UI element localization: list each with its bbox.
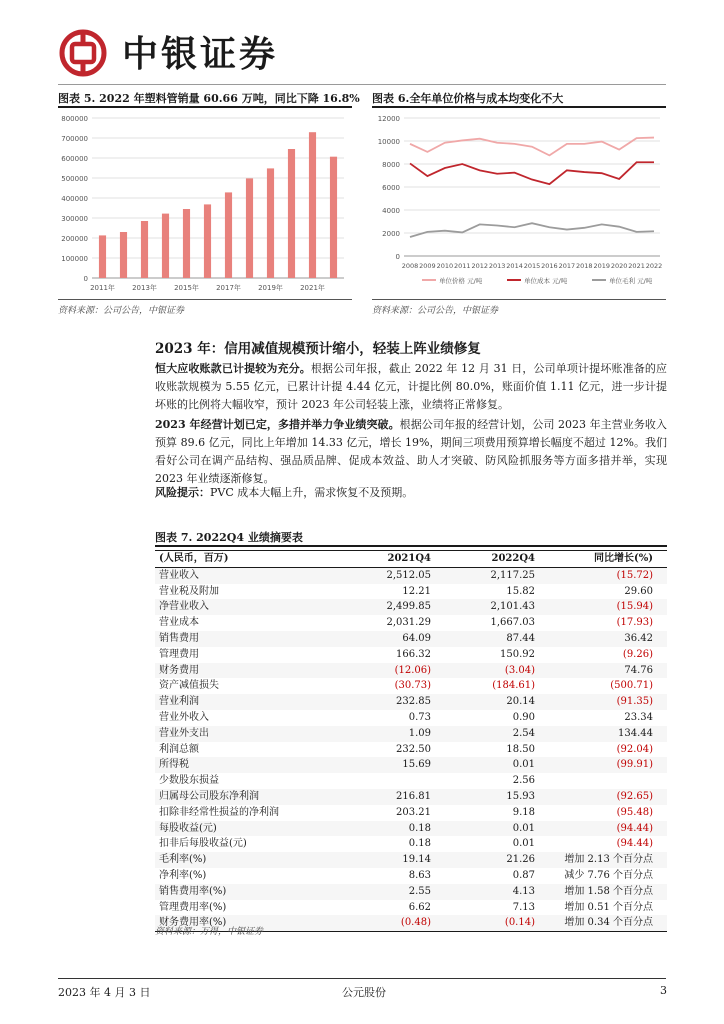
row-label: 扣非后每股收益(元) <box>159 838 247 850</box>
value-2022q4: 21.26 <box>435 852 539 868</box>
row-label: 所得税 <box>155 757 329 773</box>
x-tick-label: 2017年 <box>216 284 241 292</box>
value-2022q4: 18.50 <box>506 743 535 755</box>
value-2021q4: 0.18 <box>408 838 431 850</box>
footer-date: 2023 年 4 月 3 日 <box>58 986 151 999</box>
y-tick-label: 12000 <box>377 115 400 123</box>
table-row <box>155 678 667 694</box>
table-caption: 图表 7. 2022Q4 业绩摘要表 <box>155 531 303 544</box>
value-yoy: (15.94) <box>539 599 667 615</box>
value-yoy: (99.91) <box>539 757 667 773</box>
value-2022q4: 7.13 <box>512 901 535 913</box>
y-tick-label: 2000 <box>382 230 400 238</box>
x-tick-label: 2011年 <box>90 284 115 292</box>
paragraph-risk-body: PVC 成本大幅上升，需求恢复不及预期。 <box>210 486 414 499</box>
row-label: 少数股东损益 <box>159 775 219 787</box>
value-2022q4: (0.14) <box>435 915 539 931</box>
value-2022q4: 2,101.43 <box>435 599 539 615</box>
y-tick-label: 4000 <box>382 207 400 215</box>
value-yoy: 134.44 <box>539 726 667 742</box>
x-tick-label: 2019年 <box>258 284 283 292</box>
table-header-2021q4: 2021Q4 <box>329 551 435 568</box>
figure6-caption: 图表 6.全年单位价格与成本均变化不大 <box>372 92 564 105</box>
table-row <box>155 900 667 916</box>
y-tick-label: 0 <box>83 275 88 283</box>
value-2022q4: 0.90 <box>512 711 535 723</box>
value-2021q4: 166.32 <box>396 648 431 660</box>
bar-2020年 <box>288 149 295 278</box>
value-yoy <box>539 773 667 789</box>
row-label: 销售费用 <box>155 631 329 647</box>
row-label: 利润总额 <box>159 743 199 755</box>
table-row <box>155 742 667 758</box>
paragraph-bad-debt <box>155 360 667 414</box>
figure5-caption-rule <box>58 106 352 108</box>
table-row <box>155 805 667 821</box>
header-divider <box>58 84 666 85</box>
value-2022q4: 20.14 <box>435 694 539 710</box>
table-header-yoy: 同比增长(%) <box>539 551 667 568</box>
value-yoy: 74.76 <box>539 663 667 679</box>
value-yoy: 增加 0.34 个百分点 <box>539 915 667 931</box>
row-label: 归属母公司股东净利润 <box>155 789 329 805</box>
row-label: 销售费用率(%) <box>155 884 329 900</box>
value-2021q4: 15.69 <box>329 757 435 773</box>
row-label: 营业利润 <box>155 694 329 710</box>
value-2021q4: 2,512.05 <box>329 567 435 583</box>
paragraph-risk <box>155 484 667 502</box>
value-2021q4: 0.73 <box>408 711 431 723</box>
legend-label: 单位价格 元/吨 <box>439 277 483 285</box>
legend-label: 单位毛利 元/吨 <box>609 277 653 285</box>
brand-name: 中银证券 <box>122 34 279 75</box>
sales-volume-bar-chart <box>58 110 352 296</box>
paragraph-risk-lead: 风险提示： <box>155 486 210 499</box>
value-yoy: (94.44) <box>616 838 653 850</box>
bar-2013年 <box>141 221 148 278</box>
paragraph-bad-debt-body: 根据公司年报，截止 2022 年 12 月 31 日，公司单项计提坏账准备的应收账款规模为 5.55 亿元，已累计计提 4.44 亿元，计提比例 80.0%，账面价值 1.11 亿元，进一步计提坏账的比例将大幅收窄，预计 2023 年公司轻装上涨，业绩将正常修复。 <box>155 362 667 411</box>
x-tick-label: 2015年 <box>174 284 199 292</box>
table-row <box>155 868 667 884</box>
y-tick-label: 800000 <box>61 115 88 123</box>
value-2021q4: 6.62 <box>408 901 431 913</box>
x-tick-label: 2013年 <box>132 284 157 292</box>
value-yoy: (91.35) <box>539 694 667 710</box>
row-label: 每股收益(元) <box>155 821 329 837</box>
table-row <box>155 663 667 679</box>
value-yoy: (17.93) <box>616 617 653 629</box>
value-2022q4: 4.13 <box>435 884 539 900</box>
footer-page-number: 3 <box>660 984 667 997</box>
x-tick-label: 2019 <box>593 262 610 270</box>
x-tick-label: 2009 <box>419 262 436 270</box>
row-label: 管理费用 <box>159 648 199 660</box>
series-line-0 <box>410 138 654 156</box>
table-row <box>155 757 667 773</box>
value-yoy: 增加 2.13 个百分点 <box>539 852 667 868</box>
row-label: 财务费用 <box>155 663 329 679</box>
bar-2011年 <box>99 235 106 278</box>
value-2021q4: 12.21 <box>402 585 431 597</box>
figure5-caption: 图表 5. 2022 年塑料管销量 60.66 万吨，同比下降 16.8% <box>58 92 360 105</box>
y-tick-label: 300000 <box>61 215 88 223</box>
value-2021q4: (0.48) <box>329 915 435 931</box>
table-row <box>155 789 667 805</box>
figure5-bottom-rule <box>58 299 352 300</box>
value-2021q4 <box>329 773 435 789</box>
value-2022q4: 2.54 <box>435 726 539 742</box>
bar-2017年 <box>225 192 232 278</box>
legend-label: 单位成本 元/吨 <box>524 277 568 285</box>
table-source: 资料来源：万得，中银证券 <box>155 927 264 937</box>
figure6-source: 资料来源：公司公告，中银证券 <box>372 306 499 316</box>
row-label: 净营业收入 <box>155 599 329 615</box>
bar-2016年 <box>204 204 211 278</box>
y-tick-label: 8000 <box>382 161 400 169</box>
table-row <box>155 694 667 710</box>
row-label: 扣除非经常性损益的净利润 <box>159 806 279 818</box>
row-label: 管理费用率(%) <box>159 901 227 913</box>
bar-2014年 <box>162 214 169 278</box>
y-tick-label: 10000 <box>377 138 400 146</box>
x-tick-label: 2014 <box>506 262 523 270</box>
table-row <box>155 884 667 900</box>
y-tick-label: 700000 <box>61 135 88 143</box>
x-tick-label: 2017 <box>558 262 576 270</box>
value-yoy: 增加 1.58 个百分点 <box>539 884 667 900</box>
paragraph-plan-lead: 2023 年经营计划已定，多措并举力争业绩突破。 <box>155 418 400 431</box>
value-2022q4: 2,117.25 <box>435 567 539 583</box>
table-row <box>155 821 667 837</box>
value-2021q4: 232.50 <box>396 743 431 755</box>
bar-2022年 <box>330 157 337 278</box>
x-tick-label: 2020 <box>610 262 628 270</box>
value-2021q4: (12.06) <box>329 663 435 679</box>
row-label: 营业外支出 <box>155 726 329 742</box>
table-row <box>155 567 667 583</box>
y-tick-label: 100000 <box>61 255 88 263</box>
table-row <box>155 647 667 663</box>
row-label: 毛利率(%) <box>155 852 329 868</box>
value-2021q4: 2,031.29 <box>386 617 431 629</box>
table-row <box>155 836 667 852</box>
x-tick-label: 2022 <box>645 262 663 270</box>
table-row <box>155 773 667 789</box>
value-2022q4: 0.01 <box>435 757 539 773</box>
x-tick-label: 2021 <box>628 262 645 270</box>
value-2022q4: 15.93 <box>435 789 539 805</box>
x-tick-label: 2015 <box>523 262 541 270</box>
value-2021q4: (30.73) <box>394 680 431 692</box>
table-row <box>155 852 667 868</box>
row-label: 营业收入 <box>155 567 329 583</box>
paragraph-plan-body: 根据公司年报的经营计划，公司 2023 年主营业务收入预算 89.6 亿元，同比上年增加 14.33 亿元，增长 19%，期间三项费用预算增长幅度不超过 12%。我们看好公司在调产品结构、强品质品牌、促成本效益、助人才突破、防风险抓服务等方面多措并举，实现 2023 年业绩逐渐修复。 <box>155 418 667 485</box>
bar-2015年 <box>183 209 190 278</box>
bar-2018年 <box>246 178 253 278</box>
value-yoy: (15.72) <box>539 567 667 583</box>
table-row <box>155 631 667 647</box>
value-2021q4: 2,499.85 <box>329 599 435 615</box>
table-header-row <box>155 551 667 568</box>
x-tick-label: 2021年 <box>300 284 325 292</box>
x-tick-label: 2008 <box>401 262 419 270</box>
value-2022q4: 87.44 <box>435 631 539 647</box>
footer-company: 公元股份 <box>342 986 386 999</box>
row-label: 营业税及附加 <box>159 585 219 597</box>
x-tick-label: 2010 <box>436 262 454 270</box>
table-header-label: (人民币，百万) <box>155 551 329 568</box>
value-yoy: (94.44) <box>539 821 667 837</box>
value-yoy: (95.48) <box>616 806 653 818</box>
x-tick-label: 2018 <box>576 262 593 270</box>
value-yoy: 23.34 <box>624 711 653 723</box>
y-tick-label: 600000 <box>61 155 88 163</box>
value-2022q4: 0.87 <box>512 869 535 881</box>
value-2021q4: 203.21 <box>396 806 431 818</box>
x-tick-label: 2012 <box>471 262 488 270</box>
value-2022q4: (184.61) <box>492 680 535 692</box>
y-tick-label: 0 <box>395 253 400 261</box>
x-tick-label: 2013 <box>488 262 506 270</box>
x-tick-label: 2011 <box>454 262 471 270</box>
value-2022q4: 2.56 <box>512 775 535 787</box>
value-2021q4: 64.09 <box>329 631 435 647</box>
row-label: 财务费用率(%) <box>155 915 329 931</box>
value-2022q4: 0.01 <box>512 838 535 850</box>
table-row <box>155 726 667 742</box>
table-row <box>155 710 667 726</box>
row-label: 净利率(%) <box>159 869 207 881</box>
value-2021q4: 1.09 <box>329 726 435 742</box>
y-tick-label: 400000 <box>61 195 88 203</box>
section-title: 2023 年：信用减值规模预计缩小，轻装上阵业绩修复 <box>155 341 481 357</box>
value-2021q4: 216.81 <box>329 789 435 805</box>
table-row <box>155 615 667 631</box>
paragraph-bad-debt-lead: 恒大应收账款已计提较为充分。 <box>155 362 311 375</box>
table-row <box>155 584 667 600</box>
value-yoy: (92.65) <box>539 789 667 805</box>
figure6-bottom-rule <box>372 299 666 300</box>
value-yoy: 29.60 <box>624 585 653 597</box>
row-label: 营业外收入 <box>159 711 209 723</box>
table-header-2022q4: 2022Q4 <box>435 551 539 568</box>
paragraph-plan <box>155 416 667 488</box>
value-2021q4: 19.14 <box>329 852 435 868</box>
row-label: 营业成本 <box>159 617 199 629</box>
value-2021q4: 0.18 <box>329 821 435 837</box>
figure6-caption-rule <box>372 106 666 108</box>
value-2022q4: 1,667.03 <box>490 617 535 629</box>
y-tick-label: 500000 <box>61 175 88 183</box>
value-2021q4: 232.85 <box>329 694 435 710</box>
value-yoy: (92.04) <box>616 743 653 755</box>
value-yoy: (500.71) <box>610 680 653 692</box>
row-label: 资产减值损失 <box>159 680 219 692</box>
value-2022q4: 9.18 <box>512 806 535 818</box>
value-yoy: 增加 0.51 个百分点 <box>564 901 653 913</box>
value-2021q4: 8.63 <box>408 869 431 881</box>
series-line-1 <box>410 162 654 184</box>
footer-divider <box>58 978 666 979</box>
value-yoy: (9.26) <box>622 648 653 660</box>
value-2021q4: 2.55 <box>329 884 435 900</box>
x-tick-label: 2016 <box>541 262 558 270</box>
bar-2021年 <box>309 132 316 278</box>
results-summary-table <box>155 550 667 932</box>
y-tick-label: 6000 <box>382 184 400 192</box>
table-row <box>155 599 667 615</box>
unit-price-cost-line-chart <box>372 110 666 296</box>
series-line-2 <box>410 223 654 237</box>
figure5-source: 资料来源：公司公告，中银证券 <box>58 306 185 316</box>
value-2022q4: (3.04) <box>435 663 539 679</box>
table-caption-rule <box>155 545 667 547</box>
bar-2019年 <box>267 168 274 278</box>
value-2022q4: 150.92 <box>500 648 535 660</box>
value-yoy: 减少 7.76 个百分点 <box>564 869 653 881</box>
value-2022q4: 15.82 <box>506 585 535 597</box>
value-2022q4: 0.01 <box>435 821 539 837</box>
value-yoy: 36.42 <box>539 631 667 647</box>
bar-2012年 <box>120 232 127 278</box>
bank-of-china-logo <box>58 28 108 78</box>
y-tick-label: 200000 <box>61 235 88 243</box>
